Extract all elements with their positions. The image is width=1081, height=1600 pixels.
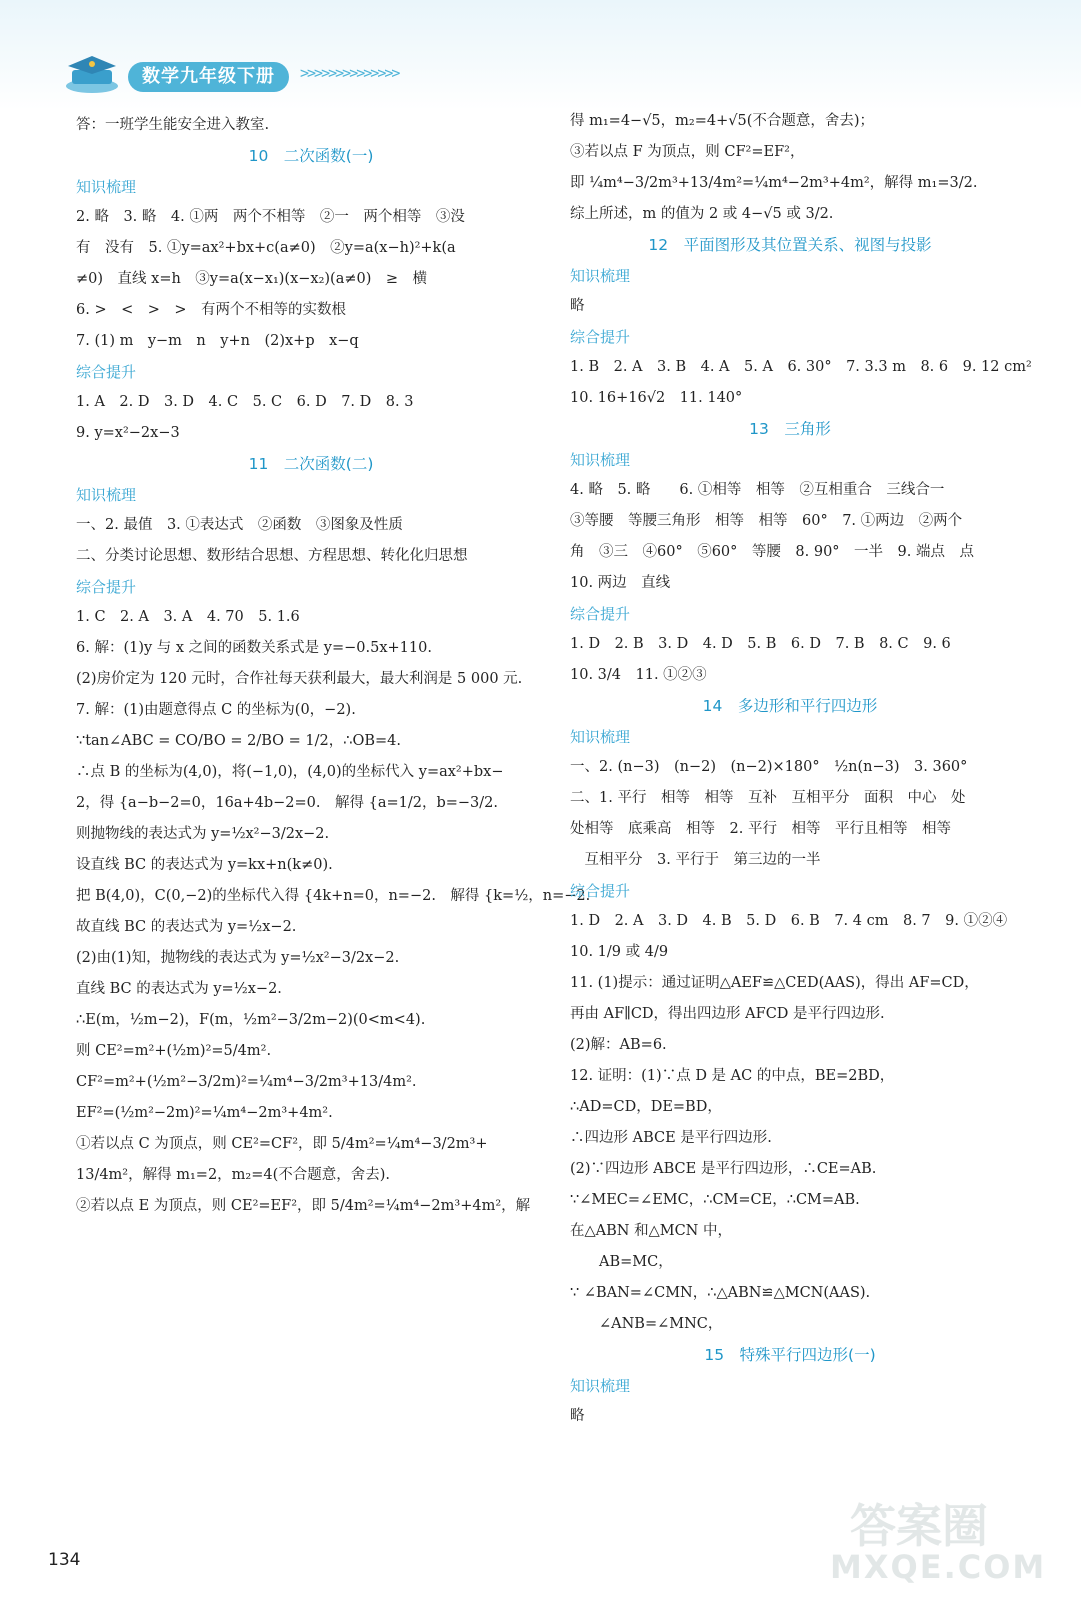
answer-line: 1. B 2. A 3. B 4. A 5. A 6. 30° 7. 3.3 m 8. 6 9. 12 cm² <box>570 359 1032 375</box>
answer-line: ∴点 B 的坐标为(4,0)，将(−1,0)，(4,0)的坐标代入 y=ax²+bx− <box>76 764 504 780</box>
answer-line: 答：一班学生能安全进入教室. <box>76 117 270 133</box>
subsection-heading: 综合提升 <box>76 363 137 381</box>
answer-line: ①若以点 C 为顶点，则 CE²=CF²，即 5/4m²=¼m⁴−3/2m³+ <box>76 1136 488 1152</box>
answer-line: 二、1. 平行 相等 相等 互补 互相平分 面积 中心 处 <box>570 790 966 806</box>
answer-line: (2)解：AB=6. <box>570 1037 667 1053</box>
section-title: 11 二次函数(二) <box>248 455 374 473</box>
answer-line: 把 B(4,0)，C(0,−2)的坐标代入得 {4k+n=0，n=−2. 解得 {k=½，n=−2. <box>76 888 591 904</box>
answer-line: 得 m₁=4−√5，m₂=4+√5(不合题意，舍去)； <box>570 113 875 129</box>
book-cap-logo-icon <box>62 48 122 94</box>
answer-line: ∴AD=CD，DE=BD， <box>570 1099 722 1115</box>
answer-line: (2)由(1)知，抛物线的表达式为 y=½x²−3/2x−2. <box>76 950 400 966</box>
answer-line: 则抛物线的表达式为 y=½x²−3/2x−2. <box>76 826 330 842</box>
answer-line: 1. D 2. A 3. D 4. B 5. D 6. B 7. 4 cm 8. 7 9. ①②④ <box>570 913 1008 929</box>
answer-line: 1. D 2. B 3. D 4. D 5. B 6. D 7. B 8. C 9. 6 <box>570 636 951 652</box>
subsection-heading: 综合提升 <box>570 605 631 623</box>
answer-line: (2)房价定为 120 元时，合作社每天获利最大，最大利润是 5 000 元. <box>76 671 523 687</box>
answer-line: ∵tan∠ABC = CO/BO = 2/BO = 1/2，∴OB=4. <box>76 733 401 749</box>
answer-line: 9. y=x²−2x−3 <box>76 425 180 441</box>
answer-line: 一、2. (n−3) (n−2) (n−2)×180° ½n(n−3) 3. 360° <box>570 759 968 775</box>
answer-line: 10. 16+16√2 11. 140° <box>570 390 743 406</box>
answer-line: 即 ¼m⁴−3/2m³+13/4m²=¼m⁴−2m³+4m²，解得 m₁=3/2. <box>570 175 978 191</box>
answer-line: 则 CE²=m²+(½m)²=5/4m². <box>76 1043 272 1059</box>
answer-line: 再由 AF∥CD，得出四边形 AFCD 是平行四边形. <box>570 1006 885 1022</box>
answer-line: ∵ ∠BAN=∠CMN，∴△ABN≌△MCN(AAS). <box>570 1285 871 1301</box>
answer-line: CF²=m²+(½m²−3/2m)²=¼m⁴−3/2m³+13/4m². <box>76 1074 417 1090</box>
page-number: 134 <box>48 1550 81 1570</box>
answer-line: 12. 证明：(1)∵点 D 是 AC 的中点，BE=2BD， <box>570 1068 895 1084</box>
answer-line: 综上所述，m 的值为 2 或 4−√5 或 3/2. <box>570 206 834 222</box>
answer-line: ③等腰 等腰三角形 相等 相等 60° 7. ①两边 ②两个 <box>570 513 963 529</box>
answer-line: 10. 两边 直线 <box>570 575 671 591</box>
answer-line: 设直线 BC 的表达式为 y=kx+n(k≠0). <box>76 857 333 873</box>
subsection-heading: 知识梳理 <box>570 267 631 285</box>
watermark-logo <box>830 1490 1060 1590</box>
answer-line: 6. > < > > 有两个不相等的实数根 <box>76 302 347 318</box>
answer-line: ∠ANB=∠MNC， <box>570 1316 723 1332</box>
answer-line: 一、2. 最值 3. ①表达式 ②函数 ③图象及性质 <box>76 517 403 533</box>
subsection-heading: 知识梳理 <box>570 728 631 746</box>
answer-line: 处相等 底乘高 相等 2. 平行 相等 平行且相等 相等 <box>570 821 951 837</box>
section-title: 10 二次函数(一) <box>248 147 374 165</box>
answer-line: ∴E(m，½m−2)，F(m，½m²−3/2m−2)(0<m<4). <box>76 1012 426 1028</box>
answer-line: 1. A 2. D 3. D 4. C 5. C 6. D 7. D 8. 3 <box>76 394 414 410</box>
answer-line: ②若以点 E 为顶点，则 CE²=EF²，即 5/4m²=¼m⁴−2m³+4m²，解 <box>76 1198 531 1214</box>
section-title: 15 特殊平行四边形(一) <box>704 1346 876 1364</box>
answer-line: 7. (1) m y−m n y+n (2)x+p x−q <box>76 333 359 349</box>
answer-line: 7. 解：(1)由题意得点 C 的坐标为(0，−2). <box>76 702 356 718</box>
watermark-bottom-text: MXQE.COM <box>830 1548 1047 1586</box>
section-title: 13 三角形 <box>749 420 831 438</box>
answer-line: 2. 略 3. 略 4. ①两 两个不相等 ②一 两个相等 ③没 <box>76 209 465 225</box>
answer-line: 11. (1)提示：通过证明△AEF≌△CED(AAS)，得出 AF=CD， <box>570 975 979 991</box>
answer-line: 10. 3/4 11. ①②③ <box>570 667 707 683</box>
answer-line: 1. C 2. A 3. A 4. 70 5. 1.6 <box>76 609 300 625</box>
answer-line: ∴四边形 ABCE 是平行四边形. <box>570 1130 772 1146</box>
subsection-heading: 综合提升 <box>76 578 137 596</box>
book-title-badge: 数学九年级下册 <box>128 62 289 92</box>
answer-line: 互相平分 3. 平行于 第三边的一半 <box>570 852 821 868</box>
header-band <box>0 0 1081 110</box>
answer-line: 6. 解：(1)y 与 x 之间的函数关系式是 y=−0.5x+110. <box>76 640 432 656</box>
answer-line: 13/4m²，解得 m₁=2，m₂=4(不合题意，舍去). <box>76 1167 391 1183</box>
answer-line: 10. 1/9 或 4/9 <box>570 944 669 960</box>
right-column <box>570 106 1032 1432</box>
answer-line: EF²=(½m²−2m)²=¼m⁴−2m³+4m². <box>76 1105 333 1121</box>
answer-line: (2)∵四边形 ABCE 是平行四边形，∴CE=AB. <box>570 1161 877 1177</box>
left-column <box>76 110 591 1222</box>
answer-line: 4. 略 5. 略 6. ①相等 相等 ②互相重合 三线合一 <box>570 482 945 498</box>
answer-line: AB=MC， <box>570 1254 673 1270</box>
decorative-arrows: >>>>>>>>>>>>>> <box>300 64 399 82</box>
answer-line: 在△ABN 和△MCN 中， <box>570 1223 732 1239</box>
subsection-heading: 知识梳理 <box>76 486 137 504</box>
subsection-heading: 综合提升 <box>570 328 631 346</box>
answer-line: ≠0) 直线 x=h ③y=a(x−x₁)(x−x₂)(a≠0) ≥ 横 <box>76 271 428 287</box>
answer-line: ③若以点 F 为顶点，则 CF²=EF²， <box>570 144 805 160</box>
answer-line: 略 <box>570 1408 585 1424</box>
answer-line: 二、分类讨论思想、数形结合思想、方程思想、转化化归思想 <box>76 548 468 564</box>
answer-line: 角 ③三 ④60° ⑤60° 等腰 8. 90° 一半 9. 端点 点 <box>570 544 974 560</box>
subsection-heading: 知识梳理 <box>570 1377 631 1395</box>
watermark-top-text: 答案圈 <box>850 1499 988 1553</box>
section-title: 12 平面图形及其位置关系、视图与投影 <box>648 236 932 254</box>
subsection-heading: 知识梳理 <box>76 178 137 196</box>
answer-line: 直线 BC 的表达式为 y=½x−2. <box>76 981 282 997</box>
section-title: 14 多边形和平行四边形 <box>702 697 878 715</box>
answer-line: 故直线 BC 的表达式为 y=½x−2. <box>76 919 297 935</box>
subsection-heading: 知识梳理 <box>570 451 631 469</box>
answer-line: 有 没有 5. ①y=ax²+bx+c(a≠0) ②y=a(x−h)²+k(a <box>76 240 456 256</box>
answer-line: 2，得 {a−b−2=0，16a+4b−2=0. 解得 {a=1/2，b=−3/2. <box>76 795 498 811</box>
answer-line: 略 <box>570 298 585 314</box>
answer-line: ∵∠MEC=∠EMC，∴CM=CE，∴CM=AB. <box>570 1192 860 1208</box>
subsection-heading: 综合提升 <box>570 882 631 900</box>
